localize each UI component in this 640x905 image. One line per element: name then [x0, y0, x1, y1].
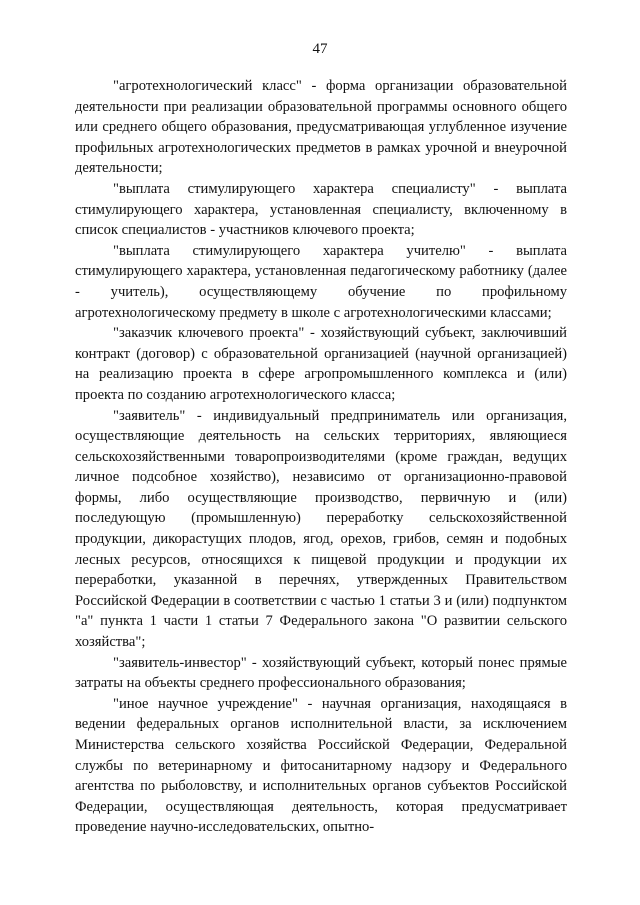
- page-number: 47: [312, 41, 328, 57]
- definition-paragraph: "выплата стимулирующего характера специалисту" - выплата стимулирующего характера, установленная специалисту, включенному в список специалистов - участников ключевого проекта;: [75, 180, 567, 239]
- definition-paragraph: "агротехнологический класс" - форма организации образовательной деятельности при реализации образовательной программы основного общего или среднего общего образования, предусматривающая углубленное изучение профильных агротехнологических предметов в рамках урочной и внеурочной деятельности;: [75, 78, 567, 177]
- definition-paragraph: "заказчик ключевого проекта" - хозяйствующий субъект, заключивший контракт (договор) с образовательной организацией (научной организацией) на реализацию проекта в сфере агропромышленного комплекса и (или) проекта по созданию агротехнологического класса;: [75, 325, 567, 403]
- definition-paragraph: "заявитель-инвестор" - хозяйствующий субъект, который понес прямые затраты на объекты среднего профессионального образования;: [75, 654, 567, 692]
- document-body: [75, 76, 567, 838]
- definition-paragraph: "заявитель" - индивидуальный предприниматель или организация, осуществляющие деятельность на сельских территориях, являющиеся сельскохозяйственными товаропроизводителями (кроме граждан, ведущих личное подсобное хозяйство), независимо от организационно-правовой формы, либо осуществляющие производство, первичную и (или) последующую (промышленную) переработку сельскохозяйственной продукции, дикорастущих плодов, ягод, орехов, грибов, семян и подобных лесных ресурсов, относящихся к пищевой продукции и продукции их переработки, указанной в перечнях, утвержденных Правительством Российской Федерации в соответствии с частью 1 статьи 3 и (или) подпунктом "а" пункта 1 части 1 статьи 7 Федерального закона "О развитии сельского хозяйства";: [75, 407, 567, 651]
- definition-paragraph: "иное научное учреждение" - научная организация, находящаяся в ведении федеральных органов исполнительной власти, за исключением Министерства сельского хозяйства Российской Федерации, Федеральной службы по ветеринарному и фитосанитарному надзору и Федерального агентства по рыболовству, и исполнительных органов субъектов Российской Федерации, осуществляющая деятельность, которая предусматривает проведение научно-исследовательских, опытно-: [75, 695, 567, 836]
- definition-paragraph: "выплата стимулирующего характера учителю" - выплата стимулирующего характера, установленная педагогическому работнику (далее - учитель), осуществляющему обучение по профильному агротехнологическому предмету в школе с агротехнологическими классами;: [75, 242, 567, 321]
